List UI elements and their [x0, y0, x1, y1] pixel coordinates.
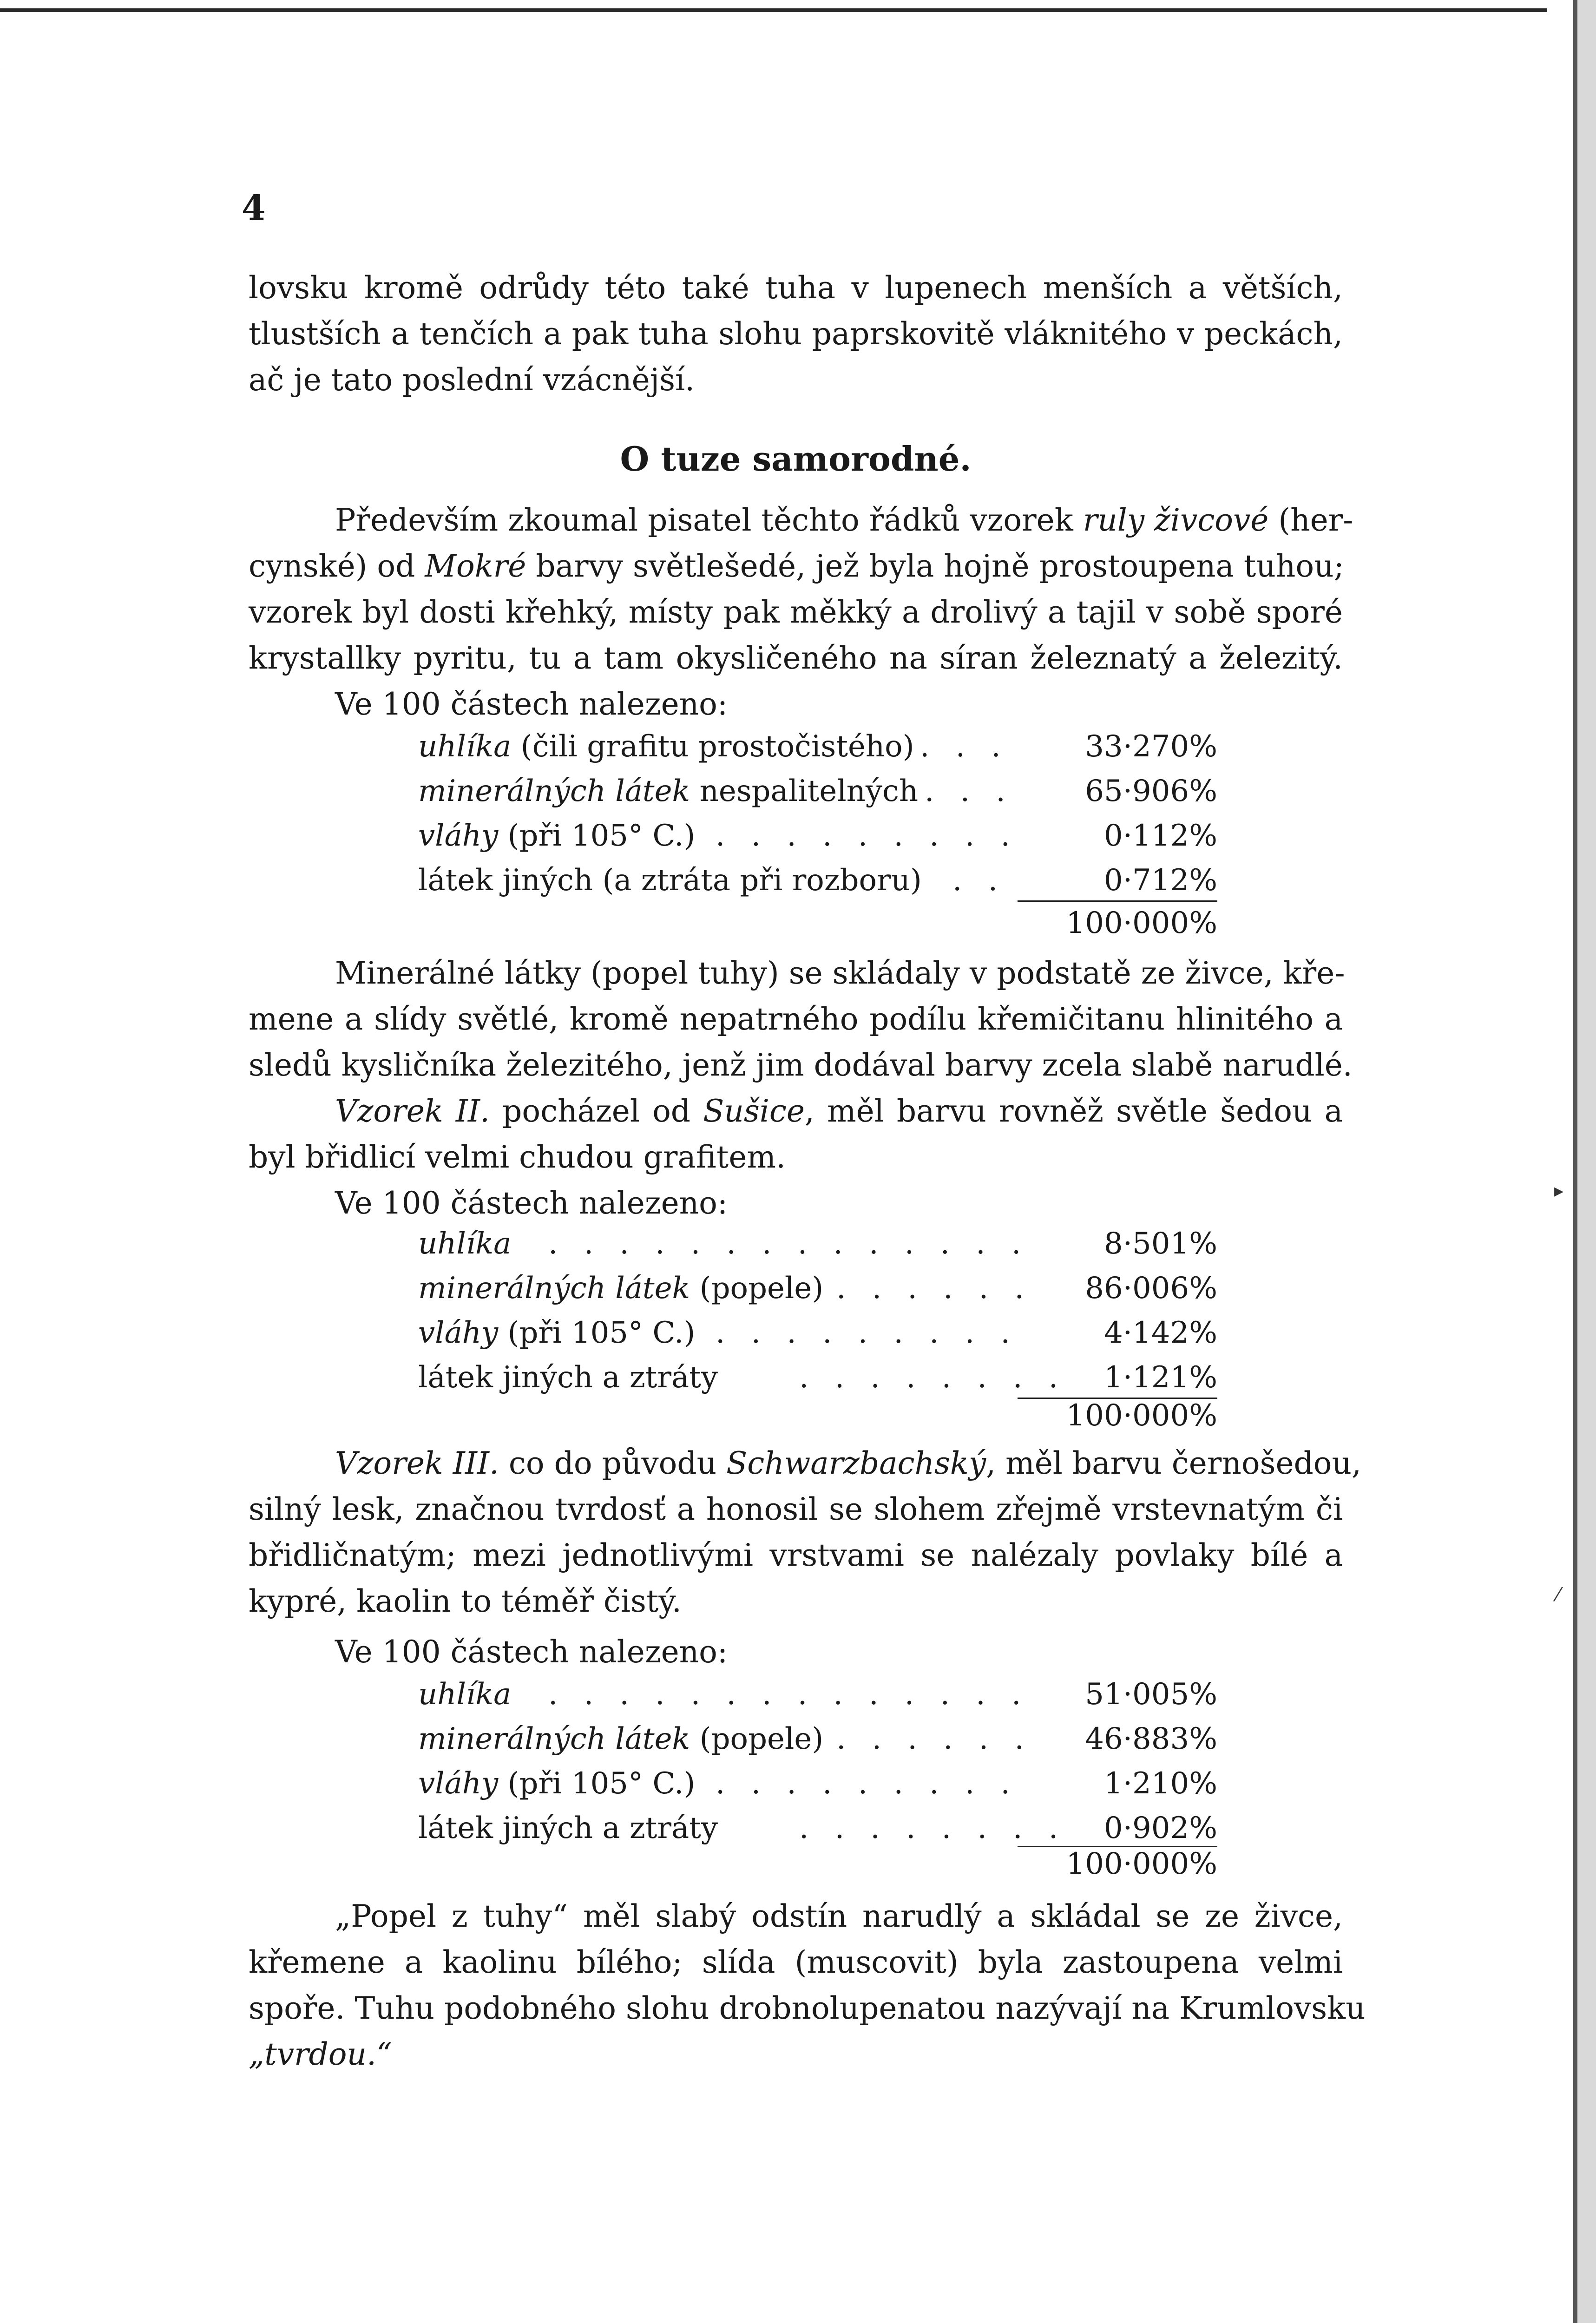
row-value: 4·142%: [1103, 1316, 1217, 1350]
table-row: [418, 729, 1217, 774]
leader-dots: . . . . . . . . . . . . . .: [548, 1677, 1030, 1712]
text-line: byl břidlicí velmi chudou grafitem.: [249, 1139, 786, 1175]
row-value: 65·906%: [1085, 774, 1217, 808]
text-line: tlustších a tenčích a pak tuha slohu paprskovitě vláknitého v peckách,: [249, 316, 1343, 352]
found-label: Ve 100 částech nalezeno:: [335, 686, 728, 722]
leader-dots: . . . . . . . . . . . . . .: [548, 1227, 1030, 1261]
analysis-table-3: [418, 1677, 1217, 1856]
table-row: [418, 774, 1217, 819]
text-line: sledů kysličníka železitého, jenž jim dodával barvy zcela slabě narudlé.: [249, 1047, 1353, 1083]
row-label: (při 105° C.): [498, 1766, 696, 1801]
row-label-italic: uhlíka: [418, 1227, 512, 1261]
text-line: „Popel z tuhy“ měl slabý odstín narudlý a skládal se ze živce,: [335, 1898, 1343, 1934]
table-1-total: 100·000%: [1066, 906, 1217, 940]
row-value: 0·112%: [1103, 819, 1217, 853]
text-line: Minerálné látky (popel tuhy) se skládaly v podstatě ze živce, kře-: [335, 955, 1345, 991]
found-label: Ve 100 částech nalezeno:: [335, 1634, 728, 1670]
sum-rule: [1018, 900, 1217, 902]
page-number: 4: [242, 188, 266, 228]
leader-dots: . . .: [925, 774, 1014, 808]
row-label-italic: vláhy: [418, 1766, 499, 1801]
table-row: [418, 1271, 1217, 1316]
leader-dots: . . . . . . . .: [799, 1360, 1067, 1395]
table-row: [418, 1677, 1217, 1722]
text-line: Především zkoumal pisatel těchto řádků vzorek ruly živcové (her-: [335, 502, 1353, 538]
text-line: břidličnatým; mezi jednotlivými vrstvami se nalézaly povlaky bílé a: [249, 1537, 1343, 1573]
row-value: 1·121%: [1103, 1360, 1217, 1395]
leader-dots: . . . . . .: [836, 1722, 1032, 1756]
paragraph-4: [249, 1440, 1361, 1675]
row-label: (popele): [690, 1271, 824, 1306]
scan-right-edge: [1577, 0, 1596, 2323]
row-label-italic: uhlíka: [418, 729, 512, 764]
text-line: spoře. Tuhu podobného slohu drobnolupenatou nazývají na Krumlovsku: [249, 1990, 1366, 2026]
text-line: křemene a kaolinu bílého; slída (muscovit) byla zastoupena velmi: [249, 1944, 1343, 1980]
row-label-italic: vláhy: [418, 1316, 499, 1350]
row-label: (čili grafitu prostočistého): [511, 729, 914, 764]
scan-right-edge-shadow: [1573, 0, 1577, 2323]
leader-dots: . .: [952, 863, 1006, 898]
row-label-italic: minerálných látek: [418, 774, 690, 808]
table-3-total: 100·000%: [1066, 1847, 1217, 1881]
row-label: nespalitelných: [690, 774, 919, 808]
analysis-table-2: [418, 1227, 1217, 1405]
table-row: [418, 1316, 1217, 1360]
row-label-italic: uhlíka: [418, 1677, 512, 1712]
row-label-italic: vláhy: [418, 819, 499, 853]
row-value: 46·883%: [1085, 1722, 1217, 1756]
row-label: (při 105° C.): [498, 819, 696, 853]
row-value: 51·005%: [1085, 1677, 1217, 1712]
paragraph-1: [249, 497, 1353, 727]
row-label-italic: minerálných látek: [418, 1271, 690, 1306]
row-value: 0·712%: [1103, 863, 1217, 898]
scan-margin-mark: ▸: [1554, 1180, 1564, 1201]
scan-margin-mark: ⁄: [1557, 1584, 1560, 1606]
text-line: Vzorek II. pocházel od Sušice, měl barvu rovněž světle šedou a: [335, 1093, 1343, 1129]
row-label: látek jiných (a ztráta při rozboru): [418, 863, 922, 898]
text-line: krystallky pyritu, tu a tam okysličeného na síran železnatý a železitý.: [249, 640, 1343, 676]
row-label: látek jiných a ztráty: [418, 1360, 718, 1395]
paragraph-2: [249, 950, 1353, 1226]
row-label: (při 105° C.): [498, 1316, 696, 1350]
leader-dots: . . . . . .: [836, 1271, 1032, 1306]
row-value: 33·270%: [1085, 729, 1217, 764]
leader-dots: . . . . . . . . .: [716, 819, 1018, 853]
intro-paragraph: [249, 265, 1343, 403]
leader-dots: . . .: [920, 729, 1009, 764]
table-row: [418, 819, 1217, 863]
paragraph-5: [249, 1893, 1366, 2077]
row-label-italic: minerálných látek: [418, 1722, 690, 1756]
text-line: vzorek byl dosti křehký, místy pak měkký a drolivý a tajil v sobě sporé: [249, 594, 1343, 630]
row-value: 1·210%: [1103, 1766, 1217, 1801]
found-label: Ve 100 částech nalezeno:: [335, 1185, 728, 1221]
leader-dots: . . . . . . . .: [799, 1811, 1067, 1845]
text-line: mene a slídy světlé, kromě nepatrného podílu křemičitanu hlinitého a: [249, 1001, 1343, 1037]
text-line: silný lesk, značnou tvrdosť a honosil se slohem zřejmě vrstevnatým či: [249, 1491, 1343, 1527]
text-line: cynské) od Mokré barvy světlešedé, jež byla hojně prostoupena tuhou;: [249, 548, 1344, 584]
text-line: kypré, kaolin to téměř čistý.: [249, 1583, 682, 1619]
table-row: [418, 1766, 1217, 1811]
row-label: (popele): [690, 1722, 824, 1756]
text-line: „tvrdou.“: [249, 2036, 392, 2072]
row-value: 0·902%: [1103, 1811, 1217, 1845]
table-row: [418, 1227, 1217, 1271]
row-value: 86·006%: [1085, 1271, 1217, 1306]
text-line: ač je tato poslední vzácnější.: [249, 362, 695, 398]
text-line: Vzorek III. co do původu Schwarzbachský, měl barvu černošedou,: [335, 1445, 1361, 1481]
leader-dots: . . . . . . . . .: [716, 1766, 1018, 1801]
section-heading: O tuze samorodné.: [620, 439, 972, 479]
analysis-table-1: [418, 729, 1217, 908]
row-value: 8·501%: [1103, 1227, 1217, 1261]
table-row: [418, 1722, 1217, 1766]
scan-top-edge: [0, 8, 1547, 12]
text-line: lovsku kromě odrůdy této také tuha v lupenech menších a větších,: [249, 270, 1343, 306]
row-label: látek jiných a ztráty: [418, 1811, 718, 1845]
table-2-total: 100·000%: [1066, 1398, 1217, 1433]
leader-dots: . . . . . . . . .: [716, 1316, 1018, 1350]
